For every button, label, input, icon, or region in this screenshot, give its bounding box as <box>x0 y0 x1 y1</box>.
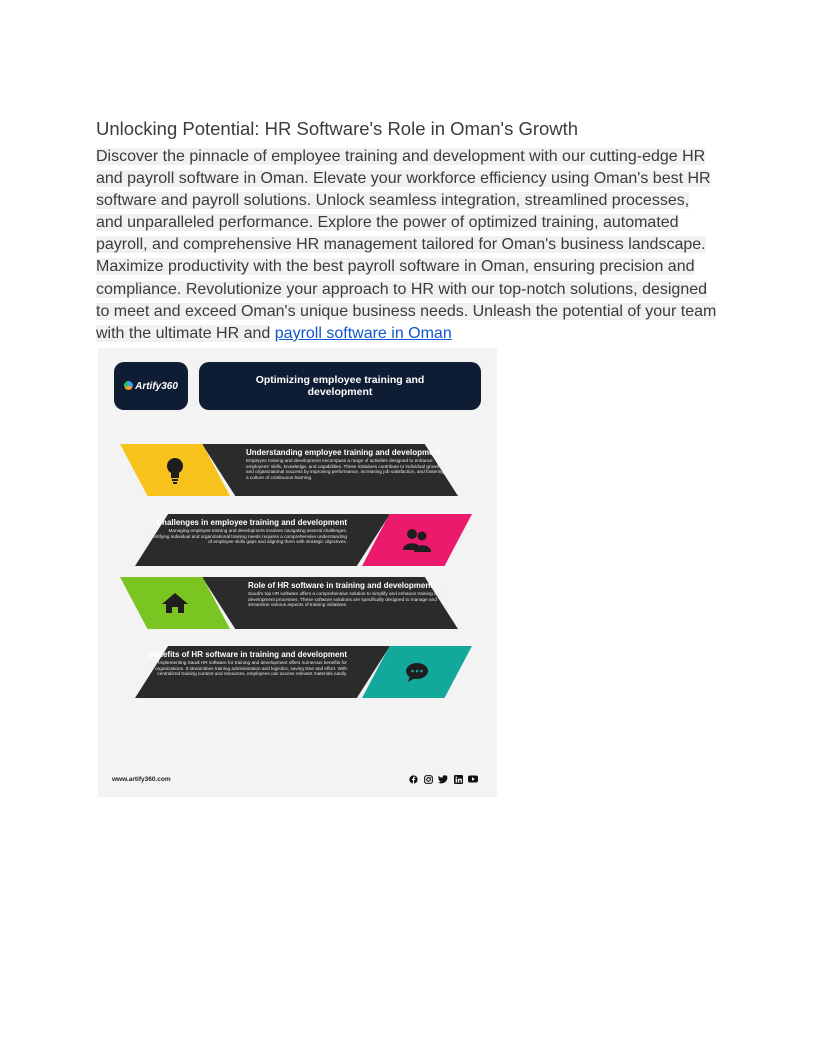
home-icon <box>161 592 189 614</box>
facebook-icon <box>408 774 418 784</box>
section-2-body: Managing employee training and development involves navigating several challenges. Identifying individual and organizational training needs requires a comprehensive understanding of employee skills gaps and aligning them with strategic objectives. <box>148 528 347 545</box>
document-paragraph <box>96 146 718 345</box>
social-icons <box>408 774 478 784</box>
footer-url: www.artify360.com <box>112 776 171 783</box>
chat-icon <box>405 662 429 682</box>
section-challenges <box>135 514 472 566</box>
paragraph-text: Discover the pinnacle of employee training and development with our cutting-edge HR and payroll software in Oman. Elevate your workforce efficiency using Oman's best HR software and payroll solutions. Unlock seamless integration, streamlined processes, and unparalleled performance. Explore the power of optimized training, automated payroll, and comprehensive HR management tailored for Oman's business landscape. Maximize productivity with the best payroll software in Oman, ensuring precision and compliance. Revolutionize your approach to HR with our top-notch solutions, designed to meet and exceed Oman's unique business needs. Unleash the potential of your team with the ultimate HR and <box>96 148 717 342</box>
document-title: Unlocking Potential: HR Software's Role in Oman's Growth <box>96 118 579 139</box>
people-icon <box>402 528 432 552</box>
twitter-icon <box>438 774 448 784</box>
infographic-image <box>98 348 497 797</box>
section-1-body: Employee training and development encompass a range of activities designed to enhance employees' skills, knowledge, and capabilities. These initiatives contribute to individual growth and organizational success by improving performance, increasing job satisfaction, and fostering a culture of continuous learning. <box>246 458 445 480</box>
section-understanding <box>120 444 458 496</box>
section-1-heading: Understanding employee training and development <box>246 448 442 457</box>
section-4-body: Implementing Saudi HR software for training and development offers numerous benefits for organizations. It streamlines training administration and logistics, saving time and effort. With centralized training content and resources, employees can access relevant materials easily. <box>155 660 347 677</box>
section-3-heading: Role of HR software in training and development <box>248 581 433 590</box>
linkedin-icon <box>453 774 463 784</box>
lightbulb-icon <box>165 456 185 484</box>
section-3-body: Saudi's top HR software offers a comprehensive solution to simplify and enhance training and development processes. These software solutions are specifically designed to manage and streamline various aspects of training initiatives. <box>248 591 442 608</box>
instagram-icon <box>423 774 433 784</box>
section-4-heading: Benefits of HR software in training and development <box>147 650 347 659</box>
logo-text: Artify360 <box>135 380 178 392</box>
section-role <box>120 577 458 629</box>
artify360-logo <box>114 362 188 410</box>
section-2-heading: Challenges in employee training and development <box>156 518 347 527</box>
infographic-header <box>199 362 481 410</box>
logo-mark-icon <box>124 381 133 390</box>
youtube-icon <box>468 774 478 784</box>
payroll-software-link[interactable]: payroll software in Oman <box>274 324 452 342</box>
section-benefits <box>135 646 472 698</box>
infographic-header-text: Optimizing employee training and development <box>255 374 425 398</box>
